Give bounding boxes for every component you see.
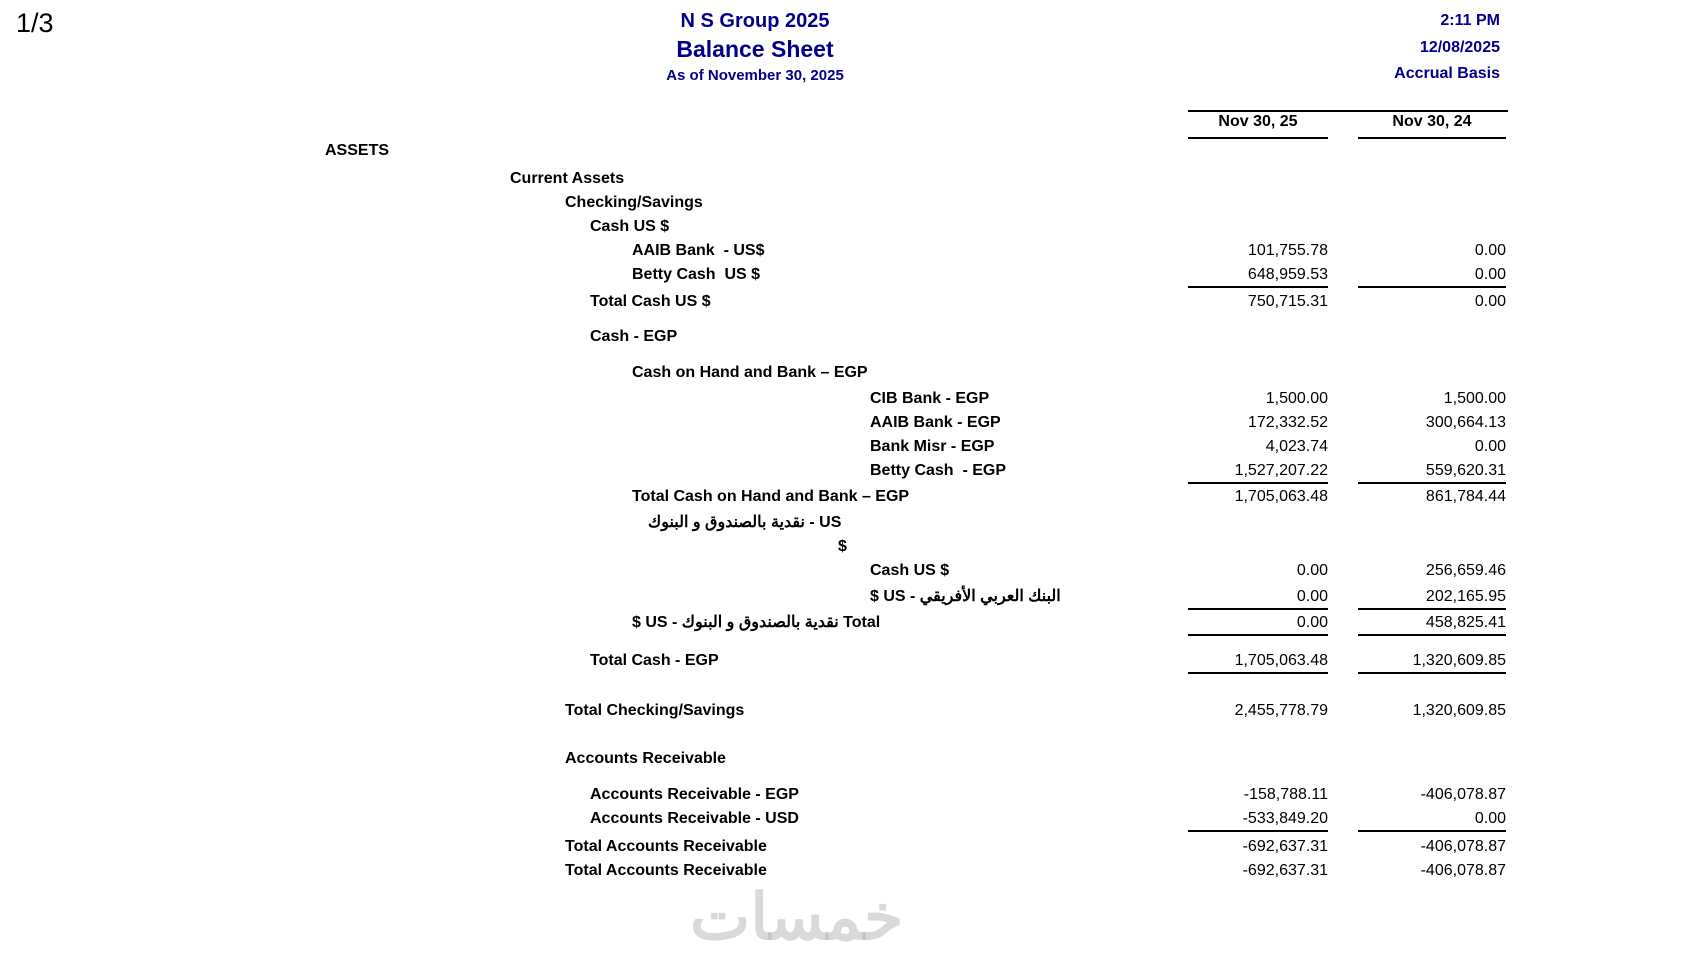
table-row [0,168,1700,192]
value-nov-30-25 [1188,362,1328,384]
table-row [0,808,1700,832]
value-nov-30-24 [1358,216,1506,238]
report-table [0,140,1700,884]
value-nov-30-24: 300,664.13 [1425,414,1506,431]
value-nov-30-24: 0.00 [1358,264,1506,288]
account-label: Current Assets [510,170,625,187]
column-header-topline [1188,110,1508,112]
value-nov-30-25 [1188,512,1328,534]
account-label: Total نقدية بالصندوق و البنوك - US $ [632,614,881,631]
value-nov-30-24: -406,078.87 [1420,786,1506,803]
table-row [0,612,1700,636]
value-nov-30-25: 1,500.00 [1265,390,1328,407]
value-nov-30-24 [1358,326,1506,348]
table-row [0,560,1700,584]
value-nov-30-24 [1358,140,1506,162]
report-basis: Accrual Basis [1394,65,1500,82]
account-label: Accounts Receivable - EGP [590,786,799,803]
value-nov-30-25: -158,788.11 [1243,786,1328,803]
value-nov-30-24 [1358,512,1506,534]
report-date: 12/08/2025 [1419,39,1500,56]
report-time: 2:11 PM [1440,12,1500,29]
company-name: N S Group 2025 [680,10,830,32]
table-row [0,264,1700,288]
watermark: خمسات [690,881,904,953]
table-row [0,412,1700,436]
account-label: Bank Misr - EGP [870,438,995,455]
table-row [0,748,1700,772]
table-row [0,291,1700,315]
table-row [0,512,1700,560]
value-nov-30-25: -692,637.31 [1242,838,1328,855]
account-label: Accounts Receivable - USD [590,810,799,827]
table-row [0,460,1700,484]
value-nov-30-24: 861,784.44 [1425,488,1506,505]
account-label: ASSETS [325,142,390,159]
column-header-row [0,110,1700,140]
value-nov-30-25: 4,023.74 [1265,438,1328,455]
table-row [0,362,1700,386]
account-label: Checking/Savings [565,194,703,211]
value-nov-30-25: 2,455,778.79 [1234,702,1328,719]
value-nov-30-25 [1188,326,1328,348]
value-nov-30-25: 1,705,063.48 [1188,650,1328,674]
value-nov-30-25 [1188,748,1328,770]
account-label: Accounts Receivable [565,750,726,767]
page-indicator: 1/3 [16,8,54,38]
value-nov-30-24: 1,500.00 [1443,390,1506,407]
account-label: Cash US $ [590,218,670,235]
account-label-wrap: $ [838,538,847,555]
account-label: AAIB Bank - EGP [870,414,1001,431]
table-row [0,216,1700,240]
table-row [0,784,1700,808]
account-label: Total Cash US $ [590,293,711,310]
table-row [0,486,1700,510]
value-nov-30-24: 0.00 [1474,438,1506,455]
table-row [0,140,1700,164]
account-label: Betty Cash US $ [632,266,761,283]
table-row [0,860,1700,884]
value-nov-30-24 [1358,168,1506,190]
value-nov-30-25: 101,755.78 [1247,242,1328,259]
value-nov-30-24: 256,659.46 [1425,562,1506,579]
table-row [0,240,1700,264]
value-nov-30-24: 559,620.31 [1358,460,1506,484]
value-nov-30-25 [1188,192,1328,214]
value-nov-30-24: 1,320,609.85 [1412,702,1506,719]
value-nov-30-25: 1,527,207.22 [1188,460,1328,484]
value-nov-30-24: 202,165.95 [1358,586,1506,610]
table-row [0,836,1700,860]
account-label: Cash US $ [870,562,950,579]
value-nov-30-25 [1188,140,1328,162]
value-nov-30-25: 0.00 [1188,612,1328,636]
account-label: Total Cash on Hand and Bank – EGP [632,488,910,505]
value-nov-30-24: 0.00 [1474,242,1506,259]
value-nov-30-25: 648,959.53 [1188,264,1328,288]
value-nov-30-25 [1188,216,1328,238]
table-row [0,192,1700,216]
value-nov-30-25: 172,332.52 [1247,414,1328,431]
table-row [0,388,1700,412]
value-nov-30-24: -406,078.87 [1420,838,1506,855]
value-nov-30-24: 0.00 [1358,808,1506,832]
value-nov-30-24: 0.00 [1474,293,1506,310]
value-nov-30-24: 1,320,609.85 [1358,650,1506,674]
value-nov-30-25: 1,705,063.48 [1234,488,1328,505]
column-header-nov-30-25: Nov 30, 25 [1188,113,1328,139]
value-nov-30-25: -533,849.20 [1188,808,1328,832]
account-label: Cash - EGP [590,328,678,345]
value-nov-30-24: 458,825.41 [1358,612,1506,636]
report-subtitle: As of November 30, 2025 [666,67,844,84]
account-label: Total Accounts Receivable [565,862,767,879]
column-header-nov-30-24: Nov 30, 24 [1358,113,1506,139]
report-title: Balance Sheet [676,36,834,62]
value-nov-30-25 [1188,168,1328,190]
report-header [400,8,1110,88]
value-nov-30-25: -692,637.31 [1242,862,1328,879]
account-label: Total Accounts Receivable [565,838,767,855]
value-nov-30-25: 0.00 [1188,586,1328,610]
account-label: Betty Cash - EGP [870,462,1007,479]
value-nov-30-24 [1358,748,1506,770]
value-nov-30-24: -406,078.87 [1420,862,1506,879]
table-row [0,326,1700,350]
table-row [0,650,1700,674]
account-label: Cash on Hand and Bank – EGP [632,364,868,381]
account-label: AAIB Bank - US$ [632,242,765,259]
table-row [0,700,1700,724]
value-nov-30-24 [1358,192,1506,214]
account-label: Total Cash - EGP [590,652,719,669]
value-nov-30-24 [1358,362,1506,384]
account-label: CIB Bank - EGP [870,390,990,407]
account-label: Total Checking/Savings [565,702,745,719]
value-nov-30-25: 750,715.31 [1247,293,1328,310]
value-nov-30-25: 0.00 [1296,562,1328,579]
account-label: البنك العربي الأفريقي - US $ [870,588,1061,605]
table-row [0,586,1700,610]
account-label: نقدية بالصندوق و البنوك - US [648,514,842,531]
table-row [0,436,1700,460]
report-meta [1200,8,1500,87]
